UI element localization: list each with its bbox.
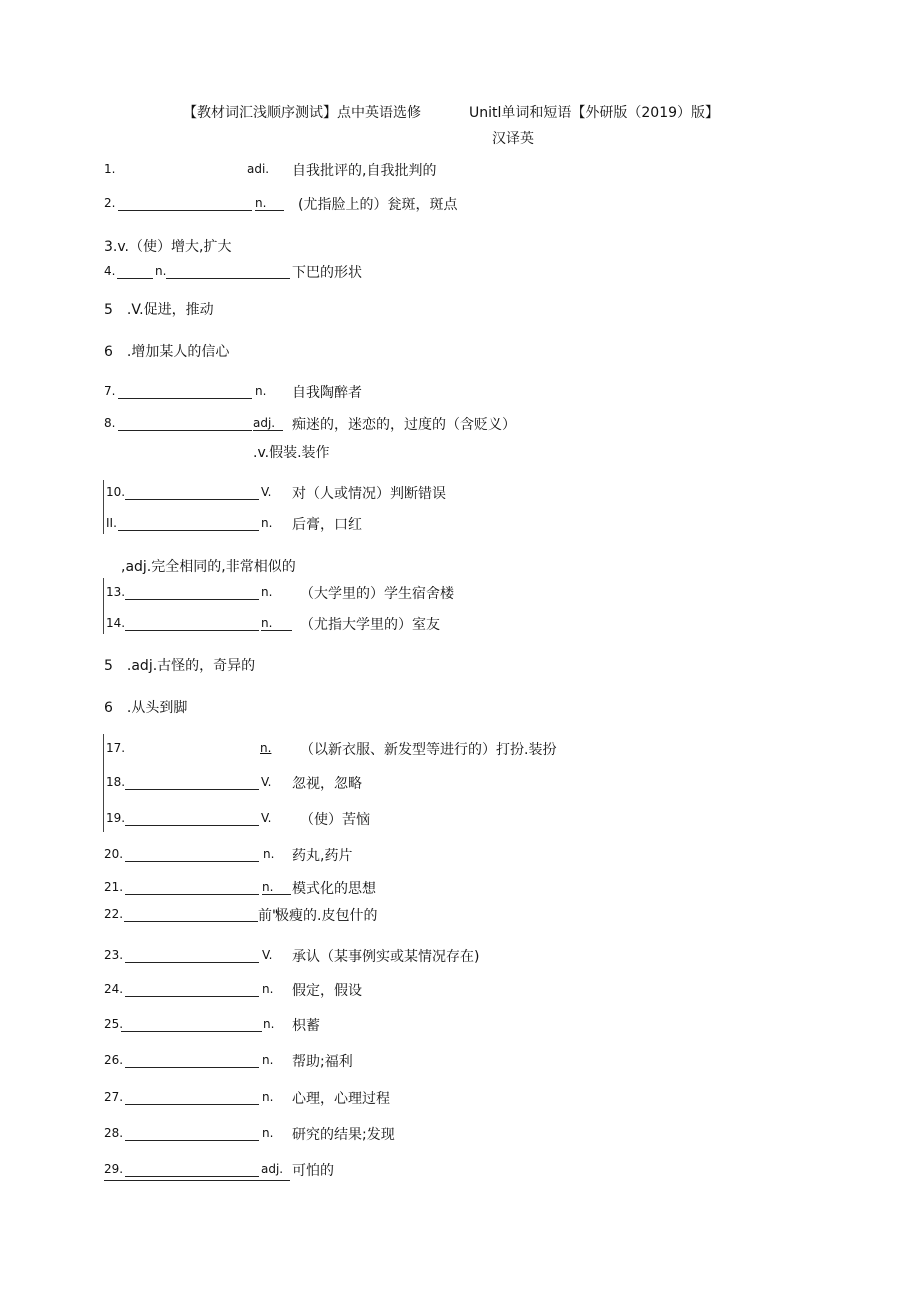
part-of-speech: n. bbox=[255, 384, 267, 398]
vocab-item bbox=[0, 1088, 920, 1114]
definition: 对（人或情况）判断错误 bbox=[292, 486, 446, 502]
definition: 极瘦的.皮包什的 bbox=[275, 908, 378, 924]
answer-blank[interactable] bbox=[125, 962, 259, 963]
item-number: 29. bbox=[104, 1162, 124, 1176]
part-of-speech: n. bbox=[261, 585, 273, 599]
vocab-item bbox=[0, 845, 920, 871]
definition: 自我陶醉者 bbox=[292, 385, 362, 401]
answer-blank-tail bbox=[166, 278, 290, 279]
vocab-item bbox=[0, 194, 920, 220]
definition: 假定，假设 bbox=[292, 983, 362, 999]
vocab-item bbox=[0, 809, 920, 835]
definition: （以新衣服、新发型等进行的）打扮.装扮 bbox=[300, 742, 557, 758]
vocab-item bbox=[0, 382, 920, 408]
answer-blank[interactable] bbox=[124, 921, 258, 922]
vocab-item bbox=[0, 697, 920, 723]
answer-blank[interactable] bbox=[125, 996, 259, 997]
item-number: 10. bbox=[106, 485, 126, 499]
item-number: 27. bbox=[104, 1090, 124, 1104]
item-number: 28. bbox=[104, 1126, 124, 1140]
part-of-speech: n. bbox=[262, 1126, 274, 1140]
vocab-item bbox=[0, 878, 920, 904]
part-of-speech: V. bbox=[262, 948, 273, 962]
vocab-item bbox=[0, 414, 920, 440]
item-text: 3.v.（使）增大,扩大 bbox=[104, 239, 232, 255]
answer-blank[interactable] bbox=[118, 210, 252, 211]
vocab-item bbox=[0, 236, 920, 262]
answer-blank[interactable] bbox=[125, 1104, 259, 1105]
definition: 帮助;福利 bbox=[292, 1054, 353, 1070]
part-of-speech: n. bbox=[262, 1053, 274, 1067]
vocab-item bbox=[0, 614, 920, 640]
item-number: 21. bbox=[104, 880, 124, 894]
answer-blank[interactable] bbox=[125, 861, 259, 862]
definition: (尤指脸上的）瓮斑，斑点 bbox=[298, 197, 458, 213]
part-of-speech: n. bbox=[262, 1090, 274, 1104]
item-text: 5 .V.促进，推动 bbox=[104, 302, 214, 318]
definition: 药丸,药片 bbox=[292, 848, 353, 864]
vocab-item bbox=[0, 556, 920, 582]
vocab-item bbox=[0, 514, 920, 540]
item-text: 6 .从头到脚 bbox=[104, 700, 188, 716]
item-number: 2. bbox=[104, 196, 116, 210]
item-number: 14. bbox=[106, 616, 126, 630]
part-of-speech: adj. bbox=[253, 416, 283, 431]
definition: 痴迷的，迷恋的，过度的（含贬义） bbox=[292, 417, 516, 433]
part-of-speech: V. bbox=[261, 775, 272, 789]
item-number: 24. bbox=[104, 982, 124, 996]
item-number: 18. bbox=[106, 775, 126, 789]
vocab-item bbox=[0, 262, 920, 288]
definition: 心理，心理过程 bbox=[292, 1091, 390, 1107]
item-number: 7. bbox=[104, 384, 116, 398]
answer-blank[interactable] bbox=[117, 278, 153, 279]
definition: 研究的结果;发现 bbox=[292, 1127, 395, 1143]
item-text: .v.假装.装作 bbox=[253, 445, 330, 461]
answer-blank[interactable] bbox=[125, 825, 259, 826]
part-of-speech: 前" bbox=[258, 908, 279, 924]
vocab-item bbox=[0, 1051, 920, 1077]
answer-blank[interactable] bbox=[125, 789, 259, 790]
definition: 自我批评的,自我批判的 bbox=[292, 163, 437, 179]
item-text: 5 .adj.古怪的，奇异的 bbox=[104, 658, 256, 674]
vocab-item bbox=[0, 483, 920, 509]
item-text: 6 .增加某人的信心 bbox=[104, 344, 230, 360]
part-of-speech: V. bbox=[261, 485, 272, 499]
part-of-speech: n. bbox=[263, 1017, 275, 1031]
vocab-item bbox=[0, 1015, 920, 1041]
part-of-speech: adj. bbox=[261, 1162, 284, 1176]
part-of-speech: n. bbox=[262, 982, 274, 996]
item-text: ,adj.完全相同的,非常相似的 bbox=[121, 559, 296, 575]
vocab-item bbox=[0, 442, 920, 468]
part-of-speech: n. bbox=[255, 196, 284, 211]
item-number: 23. bbox=[104, 948, 124, 962]
item-number: 19. bbox=[106, 811, 126, 825]
vocab-item bbox=[0, 773, 920, 799]
definition: 枳蓄 bbox=[292, 1018, 320, 1034]
vocab-item bbox=[0, 341, 920, 367]
part-of-speech: adi. bbox=[247, 162, 270, 176]
item-number: 20. bbox=[104, 847, 124, 861]
answer-blank[interactable] bbox=[125, 1067, 259, 1068]
item-number: 4. bbox=[104, 264, 116, 278]
vocab-item bbox=[0, 1124, 920, 1150]
vocab-item bbox=[0, 946, 920, 972]
definition: 忽视，忽略 bbox=[292, 776, 362, 792]
row-underline bbox=[104, 1180, 290, 1181]
vocab-item bbox=[0, 980, 920, 1006]
item-number: 25. bbox=[104, 1017, 124, 1031]
answer-blank[interactable] bbox=[118, 430, 252, 431]
vocab-item bbox=[0, 905, 920, 931]
page-title-unit: Unitl单词和短语【外研版（2019）版】 bbox=[469, 105, 720, 121]
definition: 承认（某事例实或某情况存在) bbox=[292, 949, 480, 965]
vocab-item bbox=[0, 583, 920, 609]
definition: 后膏，口红 bbox=[292, 517, 362, 533]
part-of-speech: n. bbox=[261, 516, 273, 530]
item-number: 26. bbox=[104, 1053, 124, 1067]
definition: （尤指大学里的）室友 bbox=[300, 617, 440, 633]
answer-blank[interactable] bbox=[125, 630, 259, 631]
item-number: 22. bbox=[104, 907, 124, 921]
part-of-speech: V. bbox=[261, 811, 272, 825]
answer-blank[interactable] bbox=[125, 599, 259, 600]
vocab-item bbox=[0, 655, 920, 681]
answer-blank[interactable] bbox=[125, 894, 259, 895]
definition: （大学里的）学生宿舍楼 bbox=[300, 586, 454, 602]
item-number: 8. bbox=[104, 416, 116, 430]
answer-blank[interactable] bbox=[125, 499, 259, 500]
item-number: II. bbox=[106, 516, 117, 530]
answer-blank[interactable] bbox=[125, 1176, 259, 1177]
vocab-item bbox=[0, 1160, 920, 1186]
answer-blank[interactable] bbox=[118, 530, 259, 531]
part-of-speech: n. bbox=[263, 847, 275, 861]
part-of-speech: n. bbox=[155, 264, 167, 278]
definition: 下巴的形状 bbox=[292, 265, 362, 281]
page-title: 【教材词汇浅顺序测试】点中英语选修 bbox=[183, 105, 421, 121]
answer-blank[interactable] bbox=[118, 398, 252, 399]
item-number: 13. bbox=[106, 585, 126, 599]
item-number: 17. bbox=[106, 741, 126, 755]
vocab-item bbox=[0, 739, 920, 765]
definition: （使）苦恼 bbox=[300, 812, 370, 828]
item-number: 1. bbox=[104, 162, 116, 176]
vocab-item bbox=[0, 299, 920, 325]
section-subtitle: 汉译英 bbox=[492, 131, 534, 147]
answer-blank[interactable] bbox=[125, 1140, 259, 1141]
part-of-speech: n. bbox=[262, 880, 291, 895]
answer-blank[interactable] bbox=[121, 1031, 262, 1032]
part-of-speech: n. bbox=[260, 741, 272, 755]
definition: 模式化的思想 bbox=[292, 881, 376, 897]
vocab-item bbox=[0, 160, 920, 186]
part-of-speech: n. bbox=[261, 616, 292, 631]
definition: 可怕的 bbox=[292, 1163, 334, 1179]
